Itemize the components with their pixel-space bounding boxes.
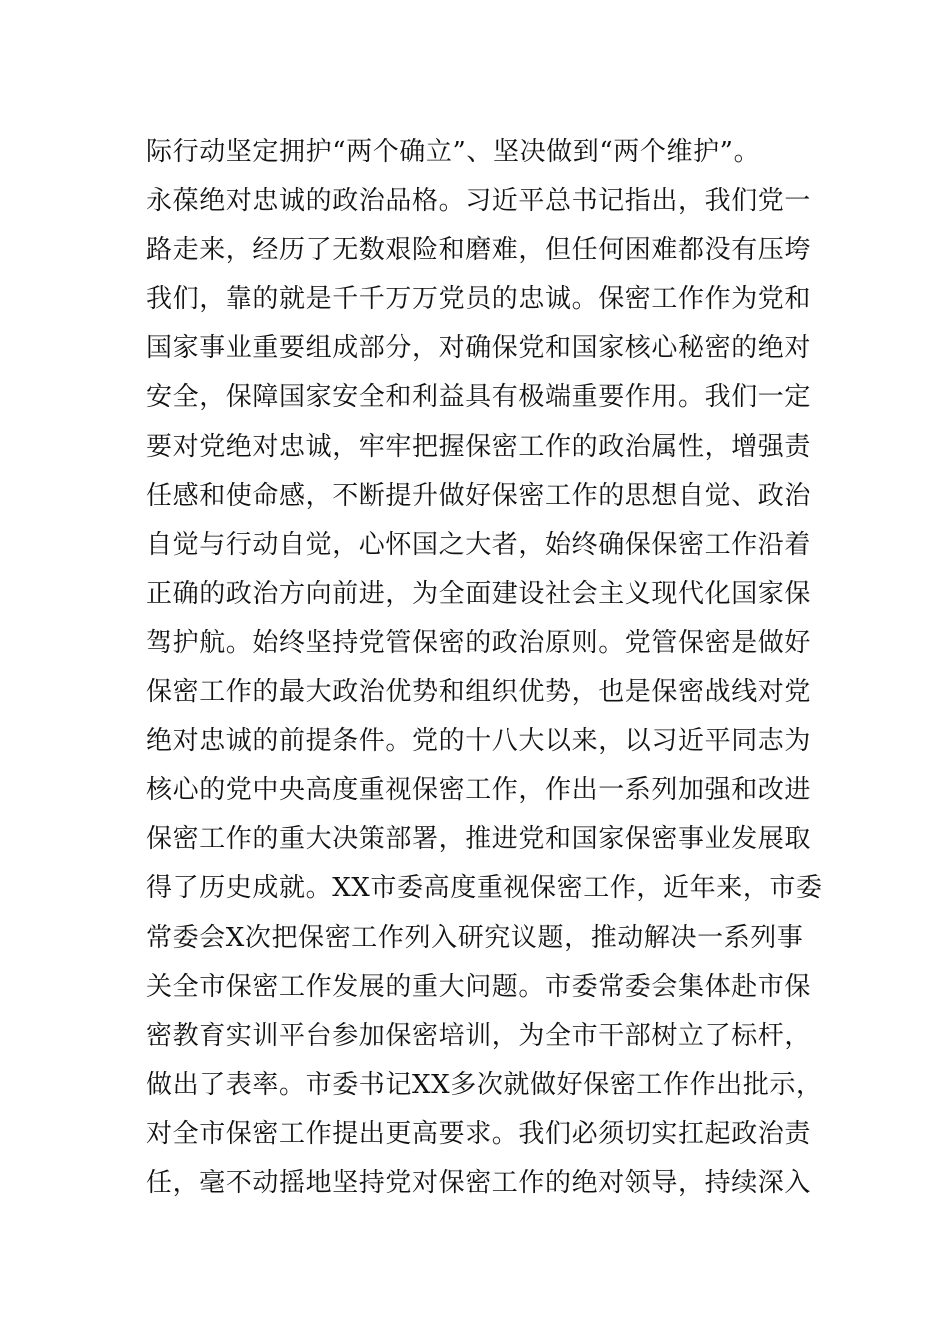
text-line: 常委会X次把保密工作列入研究议题，推动解决一系列事 (146, 922, 804, 953)
text-line: 得了历史成就。XX市委高度重视保密工作，近年来，市委 (146, 873, 823, 904)
text-line: 国家事业重要组成部分，对确保党和国家核心秘密的绝对 (146, 333, 812, 364)
text-line: 要对党绝对忠诚，牢牢把握保密工作的政治属性，增强责 (146, 431, 812, 462)
text-line: 驾护航。始终坚持党管保密的政治原则。党管保密是做好 (146, 627, 812, 658)
text-line: 关全市保密工作发展的重大问题。市委常委会集体赴市保 (146, 971, 812, 1002)
text-line: 安全，保障国家安全和利益具有极端重要作用。我们一定 (146, 382, 812, 413)
text-line: 任感和使命感，不断提升做好保密工作的思想自觉、政治 (146, 480, 812, 511)
text-line: 路走来，经历了无数艰险和磨难，但任何困难都没有压垮 (146, 235, 812, 266)
text-line: 我们，靠的就是千千万万党员的忠诚。保密工作作为党和 (146, 284, 812, 315)
body-text (146, 128, 826, 1208)
text-line: 保密工作的最大政治优势和组织优势，也是保密战线对党 (146, 677, 812, 708)
text-line: 永葆绝对忠诚的政治品格。习近平总书记指出，我们党一 (146, 186, 812, 217)
text-line: 际行动坚定拥护“两个确立”、坚决做到“两个维护”。 (146, 137, 761, 167)
text-line: 对全市保密工作提出更高要求。我们必须切实扛起政治责 (146, 1118, 812, 1149)
text-line: 绝对忠诚的前提条件。党的十八大以来，以习近平同志为 (146, 726, 812, 757)
text-line: 核心的党中央高度重视保密工作，作出一系列加强和改进 (146, 775, 812, 806)
text-line: 保密工作的重大决策部署，推进党和国家保密事业发展取 (146, 824, 812, 855)
text-line: 密教育实训平台参加保密培训，为全市干部树立了标杆， (146, 1020, 812, 1051)
text-line: 正确的政治方向前进，为全面建设社会主义现代化国家保 (146, 578, 812, 609)
text-line: 做出了表率。市委书记XX多次就做好保密工作作出批示， (146, 1069, 823, 1100)
text-line: 任，毫不动摇地坚持党对保密工作的绝对领导，持续深入 (146, 1167, 812, 1198)
text-line: 自觉与行动自觉，心怀国之大者，始终确保保密工作沿着 (146, 529, 812, 560)
